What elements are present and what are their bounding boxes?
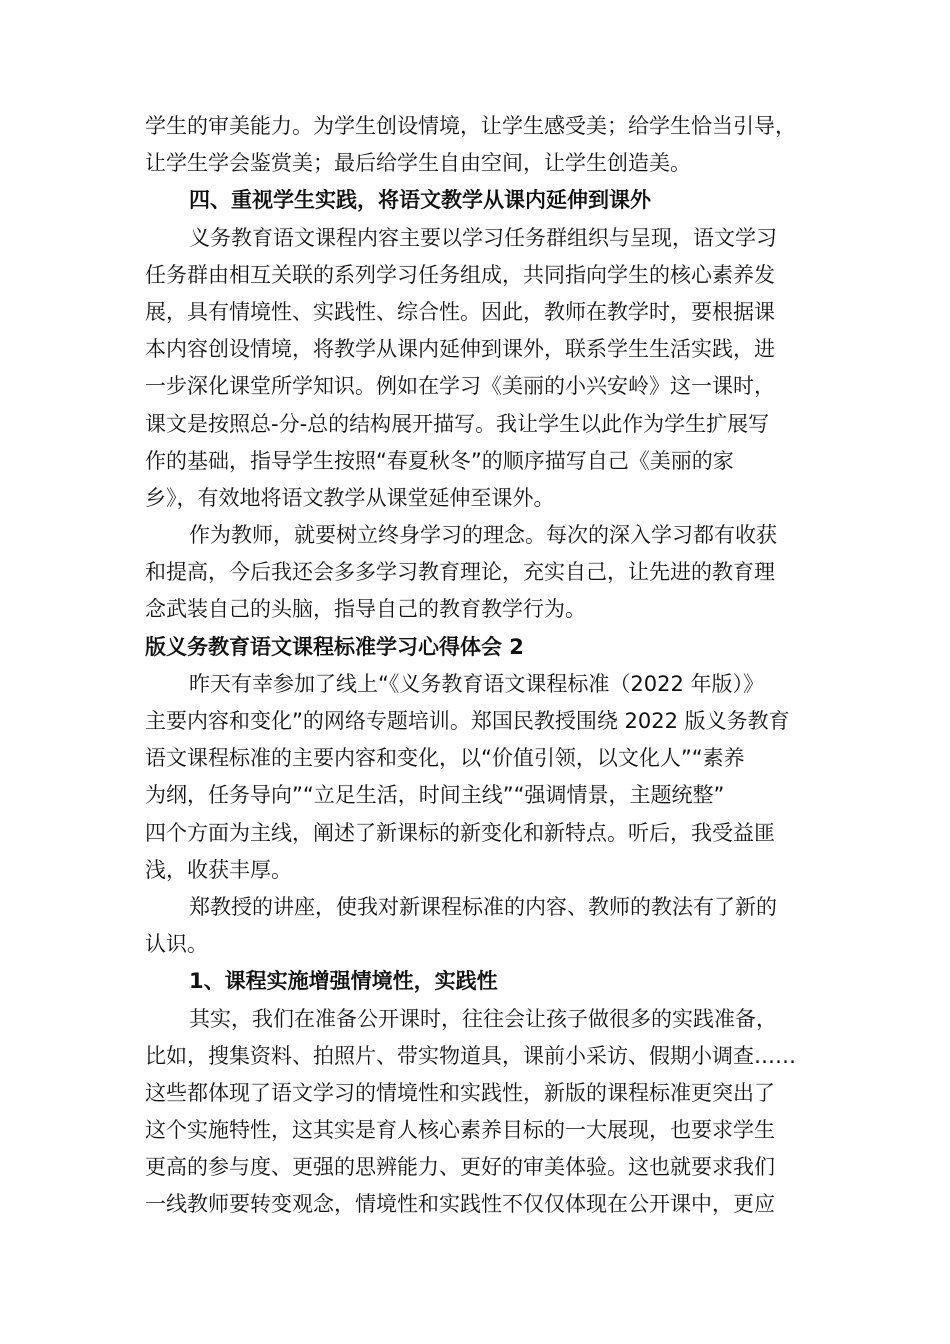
text-line: 四个方面为主线，阐述了新课标的新变化和新特点。听后，我受益匪	[145, 820, 775, 845]
text-line: 这个实施特性，这其实是育人核心素养目标的一大展现，也要求学生	[145, 1118, 775, 1143]
text-line: 念武装自己的头脑，指导自己的教育教学行为。	[145, 597, 586, 622]
text-line: 昨天有幸参加了线上“《义务教育语文课程标准（2022 年版）》	[189, 671, 764, 696]
text-line: 展，具有情境性、实践性、综合性。因此，教师在教学时，要根据课	[145, 299, 775, 324]
text-line: 这些都体现了语文学习的情境性和实践性，新版的课程标准更突出了	[145, 1080, 775, 1105]
section-heading: 四、重视学生实践，将语文教学从课内延伸到课外	[189, 188, 651, 213]
text-line: 为纲，任务导向”“立足生活，时间主线”“强调情景，主题统整”	[145, 783, 725, 808]
text-line: 主要内容和变化”的网络专题培训。郑国民教授围绕 2022 版义务教育	[145, 709, 790, 733]
document-page	[145, 108, 817, 1224]
article-title: 版义务教育语文课程标准学习心得体会 2	[145, 634, 524, 659]
text-line: 作的基础，指导学生按照“春夏秋冬”的顺序描写自己《美丽的家	[145, 448, 734, 473]
text-line: 浅，收获丰厚。	[145, 857, 292, 882]
text-line: 本内容创设情境，将教学从课内延伸到课外，联系学生生活实践，进	[145, 337, 775, 362]
text-line: 学生的审美能力。为学生创设情境，让学生感受美；给学生恰当引导，	[145, 114, 796, 138]
text-line: 作为教师，就要树立终身学习的理念。每次的深入学习都有收获	[189, 523, 777, 548]
text-line: 一线教师要转变观念，情境性和实践性不仅仅体现在公开课中，更应	[145, 1192, 775, 1217]
text-line: 语文课程标准的主要内容和变化，以“价值引领，以文化人”“素养	[145, 746, 745, 771]
text-line: 任务群由相互关联的系列学习任务组成，共同指向学生的核心素养发	[145, 262, 775, 287]
text-line: 课文是按照总-分-总的结构展开描写。我让学生以此作为学生扩展写	[145, 411, 770, 436]
text-line: 认识。	[145, 932, 208, 957]
text-line: 更高的参与度、更强的思辨能力、更好的审美体验。这也就要求我们	[145, 1155, 775, 1180]
text-line: 郑教授的讲座，使我对新课程标准的内容、教师的教法有了新的	[189, 894, 777, 919]
text-line: 义务教育语文课程内容主要以学习任务群组织与呈现，语文学习	[189, 225, 777, 250]
text-line: 乡》，有效地将语文教学从课堂延伸至课外。	[145, 485, 555, 510]
text-line: 比如，搜集资料、拍照片、带实物道具，课前小采访、假期小调查……	[145, 1043, 796, 1068]
text-line: 让学生学会鉴赏美；最后给学生自由空间，让学生创造美。	[145, 151, 691, 176]
section-heading: 1、课程实施增强情境性，实践性	[189, 969, 498, 994]
text-line: 一步深化课堂所学知识。例如在学习《美丽的小兴安岭》这一课时，	[145, 374, 775, 399]
text-line: 其实，我们在准备公开课时，往往会让孩子做很多的实践准备，	[189, 1006, 777, 1031]
text-line: 和提高，今后我还会多多学习教育理论，充实自己，让先进的教育理	[145, 560, 775, 585]
